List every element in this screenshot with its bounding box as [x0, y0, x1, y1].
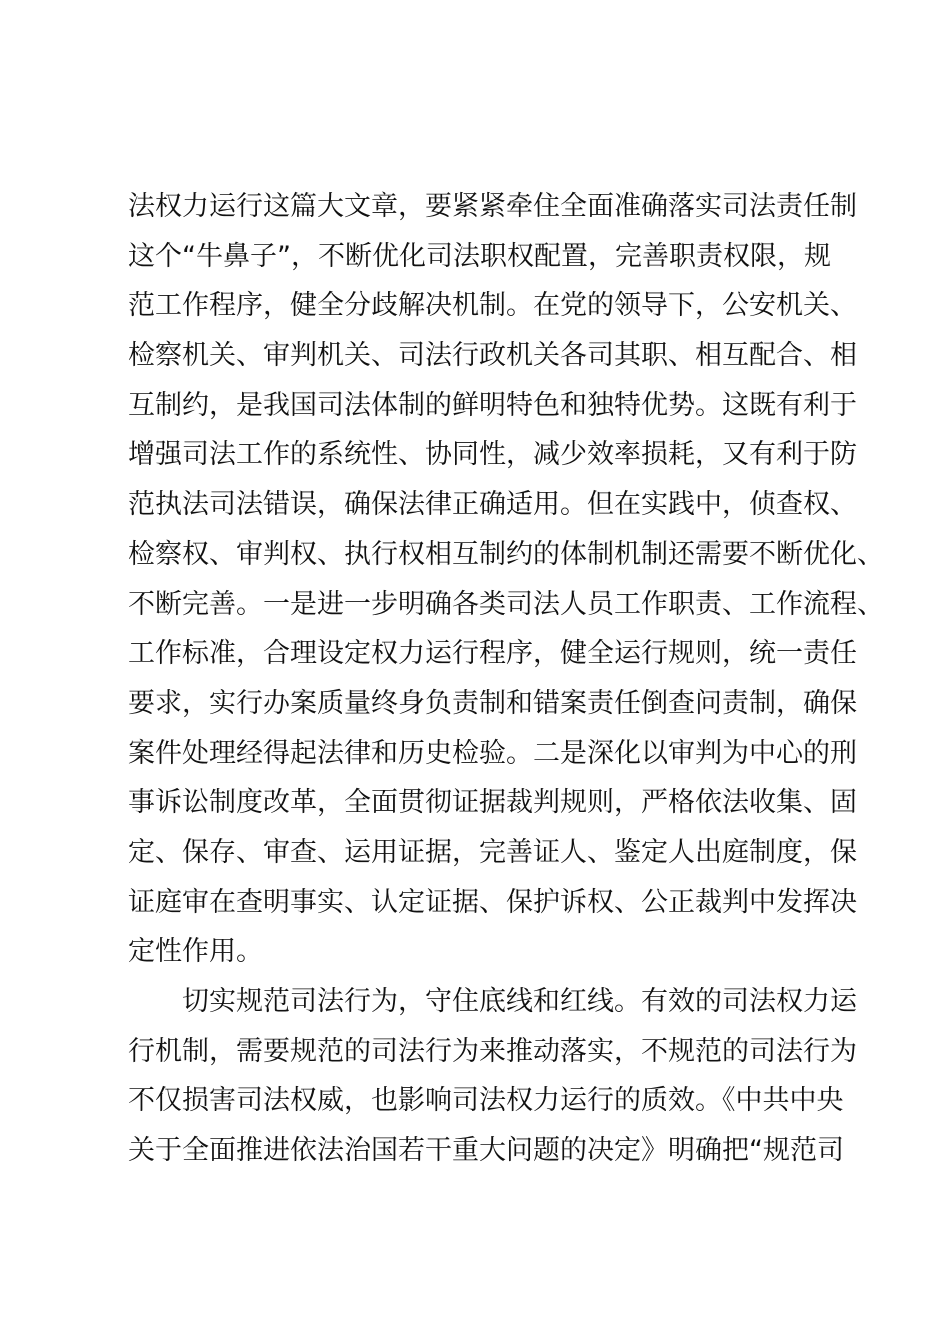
text-line: 行机制，需要规范的司法行为来推动落实，不规范的司法行为: [128, 1035, 857, 1067]
text-line: 要求，实行办案质量终身负责制和错案责任倒查问责制，确保: [128, 687, 857, 719]
text-line: 范执法司法错误，确保法律正确适用。但在实践中，侦查权、: [128, 489, 857, 521]
text-line: 这个“牛鼻子”，不断优化司法职权配置，完善职责权限，规: [128, 240, 831, 272]
text-line: 证庭审在查明事实、认定证据、保护诉权、公正裁判中发挥决: [128, 886, 857, 918]
text-line: 检察机关、审判机关、司法行政机关各司其职、相互配合、相: [128, 340, 857, 372]
text-line: 互制约，是我国司法体制的鲜明特色和独特优势。这既有利于: [128, 389, 857, 421]
text-line: 法权力运行这篇大文章，要紧紧牵住全面准确落实司法责任制: [128, 191, 857, 222]
text-line: 工作标准，合理设定权力运行程序，健全运行规则，统一责任: [128, 638, 857, 670]
text-line: 定、保存、审查、运用证据，完善证人、鉴定人出庭制度，保: [128, 836, 857, 868]
text-line: 检察权、审判权、执行权相互制约的体制机制还需要不断优化、: [128, 538, 884, 570]
text-line: 事诉讼制度改革，全面贯彻证据裁判规则，严格依法收集、固: [128, 787, 857, 819]
document-body: [128, 182, 884, 1176]
text-line: 范工作程序，健全分歧解决机制。在党的领导下，公安机关、: [128, 290, 857, 322]
text-line: 关于全面推进依法治国若干重大问题的决定》明确把“规范司: [128, 1135, 844, 1167]
text-line: 案件处理经得起法律和历史检验。二是深化以审判为中心的刑: [128, 737, 857, 769]
paragraph: [128, 977, 857, 1176]
paragraph: [128, 182, 884, 977]
text-line: 不仅损害司法权威，也影响司法权力运行的质效。《中共中央: [128, 1085, 844, 1117]
text-line: 增强司法工作的系统性、协同性，减少效率损耗，又有利于防: [128, 439, 857, 471]
text-line: 定性作用。: [128, 936, 263, 968]
text-line: 不断完善。一是进一步明确各类司法人员工作职责、工作流程、: [128, 588, 884, 620]
text-line: 切实规范司法行为，守住底线和红线。有效的司法权力运: [182, 986, 857, 1017]
